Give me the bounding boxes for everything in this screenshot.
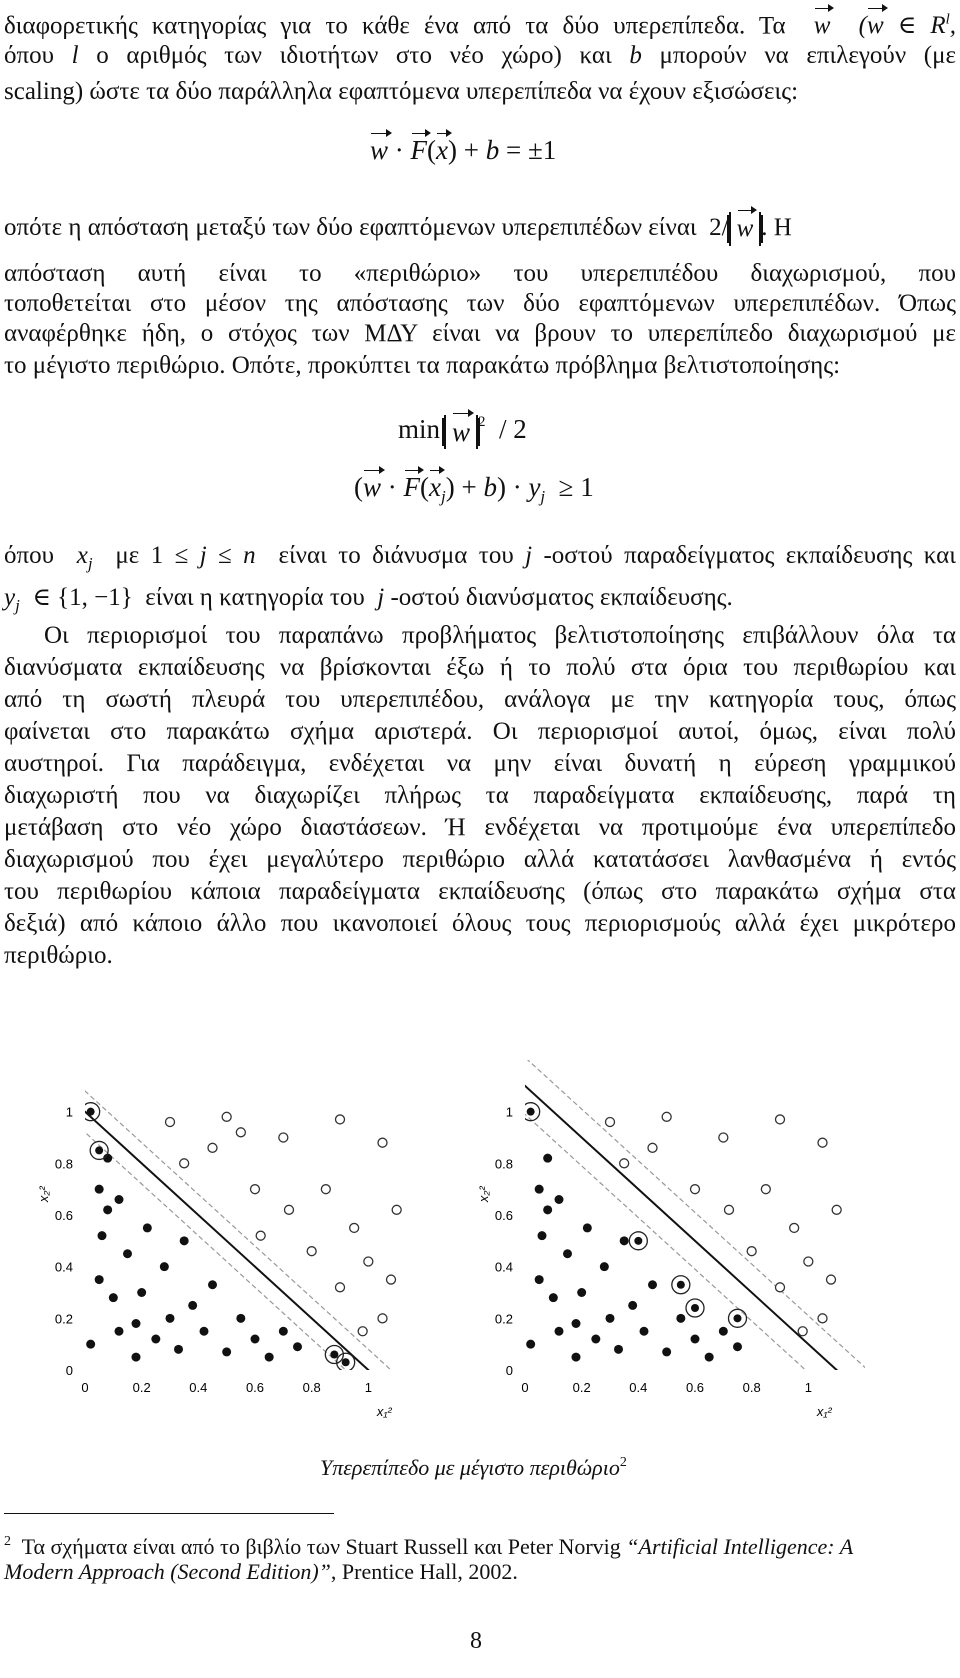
text-line: $y_j$ ∈ {1, −1} είναι η κατηγορία του j -οστού διανύσματος εκπαίδευσης. bbox=[4, 584, 733, 615]
text-line: διανύσματα εκπαίδευσης να βρίσκονται έξω ή το πολύ στα όρια του περιθωρίου και bbox=[4, 654, 956, 681]
negative-point bbox=[549, 1293, 558, 1302]
support-vector-point bbox=[527, 1108, 535, 1116]
y-tick-label: 0.6 bbox=[54, 1208, 73, 1223]
support-vector-point bbox=[677, 1281, 685, 1289]
text-line: το μέγιστο περιθώριο. Οπότε, προκύπτει τα παρακάτω πρόβλημα βελτιστοποίησης: bbox=[4, 352, 841, 379]
text-line: οπότε η απόσταση μεταξύ των δύο εφαπτόμενων υπερεπιπέδων είναι 2/ w . Η bbox=[4, 212, 956, 246]
positive-point bbox=[279, 1133, 288, 1142]
positive-point bbox=[364, 1257, 373, 1266]
negative-point bbox=[98, 1231, 107, 1240]
svm-scatter-right bbox=[470, 1050, 880, 1430]
text-line: διαχωρισμού που έχει μεγαλύτερο περιθώριο αλλά κατατάσσει λανθασμένα ή εντός bbox=[4, 846, 956, 873]
x-tick-label: 0.4 bbox=[189, 1380, 208, 1395]
positive-point bbox=[827, 1275, 836, 1284]
plot-area bbox=[54, 1065, 420, 1396]
text-line: τοποθετείται στο μέσον της απόστασης των δύο εφαπτόμενων υπερεπιπέδων. Όπως bbox=[4, 290, 956, 317]
negative-point bbox=[222, 1347, 231, 1356]
negative-point bbox=[572, 1353, 581, 1362]
equation-constraint: $(w \cdot F(x_j) + b) \cdot y_j \ge 1$ bbox=[354, 472, 594, 506]
x-tick-label: 0.6 bbox=[685, 1380, 705, 1395]
negative-point bbox=[103, 1205, 112, 1214]
negative-point bbox=[583, 1223, 592, 1232]
support-vector-point bbox=[330, 1351, 338, 1359]
x-tick-label: 0.8 bbox=[302, 1380, 321, 1395]
negative-point bbox=[236, 1314, 245, 1323]
plot-area bbox=[494, 1050, 880, 1396]
text-line: όπου $x_j$ με 1 ≤ j ≤ n είναι το διάνυσμα του j -οστού παραδείγματος εκπαίδευσης και bbox=[4, 542, 956, 573]
x-tick-label: 1 bbox=[364, 1380, 372, 1395]
negative-point bbox=[591, 1335, 600, 1344]
positive-point bbox=[725, 1205, 734, 1214]
equation-minimize: min w $^2$ / 2 bbox=[398, 414, 527, 447]
negative-point bbox=[143, 1223, 152, 1232]
positive-point bbox=[166, 1118, 175, 1127]
positive-point bbox=[208, 1143, 217, 1152]
negative-point bbox=[600, 1262, 609, 1271]
negative-point bbox=[293, 1342, 302, 1351]
negative-point bbox=[640, 1327, 649, 1336]
positive-point bbox=[256, 1231, 265, 1240]
y-tick-label: 0.4 bbox=[494, 1259, 513, 1275]
negative-point bbox=[137, 1288, 146, 1297]
y-tick-label: 0 bbox=[65, 1363, 73, 1378]
negative-point bbox=[577, 1288, 586, 1297]
equation-tangent-hyperplanes: w · F(x) + b = ±1 bbox=[370, 135, 557, 165]
negative-point bbox=[151, 1335, 160, 1344]
negative-point bbox=[614, 1345, 623, 1354]
text-line: μετάβαση στο νέο χώρο διαστάσεων. Ή ενδέχεται να προτιμούμε ένα υπερεπίπεδο bbox=[4, 814, 956, 841]
text-line: του περιθωρίου κάποια παραδείγματα εκπαίδευσης (όπως στο παρακάτω σχήμα στα bbox=[4, 878, 956, 905]
y-tick-label: 0.8 bbox=[54, 1156, 73, 1172]
positive-point bbox=[818, 1138, 827, 1147]
positive-point bbox=[747, 1247, 756, 1256]
x-tick-label: 0.2 bbox=[572, 1380, 591, 1395]
positive-point bbox=[606, 1118, 615, 1127]
negative-point bbox=[109, 1293, 118, 1302]
negative-point bbox=[543, 1154, 552, 1163]
text-line: δεξιά) από κάποιο άλλο που ικανοποιεί όλους τους περιορισμούς αλλά έχει μικρότερο bbox=[4, 910, 956, 937]
negative-point bbox=[543, 1205, 552, 1214]
negative-point bbox=[606, 1314, 615, 1323]
negative-point bbox=[555, 1195, 564, 1204]
positive-point bbox=[378, 1314, 387, 1323]
support-vector-point bbox=[691, 1304, 699, 1312]
negative-point bbox=[166, 1314, 175, 1323]
negative-point bbox=[628, 1301, 637, 1310]
y-tick-label: 0.4 bbox=[54, 1259, 73, 1275]
positive-point bbox=[336, 1115, 345, 1124]
negative-point bbox=[648, 1280, 657, 1289]
footnote-rule bbox=[4, 1513, 334, 1514]
text-line: διαφορετικής κατηγορίας για το κάθε ένα από τα δύο υπερεπίπεδα. Τα w (w ∈ $R^l$, bbox=[4, 4, 956, 42]
negative-point bbox=[174, 1345, 183, 1354]
x-tick-label: 0 bbox=[521, 1380, 529, 1395]
text-line: Οι περιορισμοί του παραπάνω προβλήματος βελτιστοποίησης επιβάλλουν όλα τα bbox=[44, 622, 956, 649]
negative-point bbox=[188, 1301, 197, 1310]
positive-point bbox=[180, 1159, 189, 1168]
y-axis-label: x₂² bbox=[476, 1186, 491, 1203]
positive-point bbox=[336, 1283, 345, 1292]
y-tick-label: 0.2 bbox=[54, 1311, 73, 1327]
positive-point bbox=[818, 1314, 827, 1323]
positive-point bbox=[251, 1185, 260, 1194]
positive-point bbox=[350, 1223, 359, 1232]
text-line: αναφέρθηκε ήδη, ο στόχος των ΜΔΥ είναι να βρουν το υπερεπίπεδο διαχωρισμού με bbox=[4, 320, 956, 347]
positive-point bbox=[790, 1223, 799, 1232]
page-number: 8 bbox=[470, 1628, 482, 1654]
text-line: από τη σωστή πλευρά του υπερεπιπέδου, ανάλογα με την κατηγορία τους, όπως bbox=[4, 686, 956, 713]
margin-line bbox=[54, 1065, 420, 1396]
negative-point bbox=[719, 1327, 728, 1336]
positive-point bbox=[804, 1257, 813, 1266]
negative-point bbox=[526, 1340, 535, 1349]
x-tick-label: 0.6 bbox=[245, 1380, 265, 1395]
negative-point bbox=[208, 1280, 217, 1289]
negative-point bbox=[180, 1236, 189, 1245]
negative-point bbox=[279, 1327, 288, 1336]
negative-point bbox=[535, 1275, 544, 1284]
text-line: φαίνεται στο παρακάτω σχήμα αριστερά. Οι περιορισμοί αυτοί, όμως, είναι πολύ bbox=[4, 718, 956, 745]
negative-point bbox=[733, 1342, 742, 1351]
y-tick-label: 0.2 bbox=[494, 1311, 513, 1327]
positive-point bbox=[236, 1128, 245, 1137]
negative-point bbox=[705, 1353, 714, 1362]
negative-point bbox=[132, 1353, 141, 1362]
positive-point bbox=[776, 1283, 785, 1292]
support-vector-point bbox=[87, 1108, 95, 1116]
x-tick-label: 1 bbox=[804, 1380, 812, 1395]
positive-point bbox=[358, 1327, 367, 1336]
text-line: scaling) ώστε τα δύο παράλληλα εφαπτόμενα υπερεπίπεδα να έχουν εξισώσεις: bbox=[4, 78, 799, 105]
positive-point bbox=[378, 1138, 387, 1147]
negative-point bbox=[132, 1319, 141, 1328]
x-tick-label: 0.4 bbox=[629, 1380, 648, 1395]
decision-boundary bbox=[494, 1060, 865, 1396]
y-tick-label: 0.6 bbox=[494, 1208, 513, 1223]
negative-point bbox=[123, 1249, 132, 1258]
text-line: όπου l ο αριθμός των ιδιοτήτων στο νέο χώρο) και b μπορούν να επιλεγούν (με bbox=[4, 42, 956, 69]
negative-point bbox=[160, 1262, 169, 1271]
y-tick-label: 1 bbox=[505, 1104, 513, 1120]
positive-point bbox=[832, 1205, 841, 1214]
text-line: αυστηροί. Για παράδειγμα, ενδέχεται να μην είναι δυνατή η εύρεση γραμμικού bbox=[4, 750, 956, 777]
y-tick-label: 0.8 bbox=[494, 1156, 513, 1172]
x-tick-label: 0.2 bbox=[132, 1380, 151, 1395]
positive-point bbox=[798, 1327, 807, 1336]
x-tick-label: 0 bbox=[81, 1380, 89, 1395]
support-vector-point bbox=[95, 1146, 103, 1154]
negative-point bbox=[691, 1335, 700, 1344]
positive-point bbox=[387, 1275, 396, 1284]
positive-point bbox=[761, 1185, 770, 1194]
footnote-line: $^2$ Τα σχήματα είναι από το βιβλίο των Stuart Russell και Peter Norvig “Artificial Intelligence: A bbox=[4, 1534, 854, 1559]
positive-point bbox=[776, 1115, 785, 1124]
negative-point bbox=[538, 1231, 547, 1240]
support-vector-point bbox=[342, 1358, 350, 1366]
positive-point bbox=[648, 1143, 657, 1152]
positive-point bbox=[392, 1205, 401, 1214]
negative-point bbox=[563, 1249, 572, 1258]
support-vector-point bbox=[734, 1314, 742, 1322]
x-tick-label: 0.8 bbox=[742, 1380, 761, 1395]
positive-point bbox=[662, 1112, 671, 1121]
positive-point bbox=[222, 1112, 231, 1121]
negative-point bbox=[86, 1340, 95, 1349]
negative-point bbox=[265, 1353, 274, 1362]
negative-point bbox=[95, 1185, 104, 1194]
y-tick-label: 1 bbox=[65, 1104, 73, 1120]
text-line: περιθώριο. bbox=[4, 942, 113, 969]
negative-point bbox=[535, 1185, 544, 1194]
negative-point bbox=[676, 1314, 685, 1323]
x-axis-label: x₁² bbox=[816, 1404, 832, 1419]
positive-point bbox=[620, 1159, 629, 1168]
positive-point bbox=[691, 1185, 700, 1194]
support-vector-point bbox=[634, 1237, 642, 1245]
positive-point bbox=[307, 1247, 316, 1256]
negative-point bbox=[620, 1236, 629, 1245]
x-axis-label: x₁² bbox=[376, 1404, 392, 1419]
negative-point bbox=[251, 1335, 260, 1344]
positive-point bbox=[285, 1205, 294, 1214]
negative-point bbox=[662, 1347, 671, 1356]
positive-point bbox=[719, 1133, 728, 1142]
figure-caption: Υπερεπίπεδο με μέγιστο περιθώριο$^2$ bbox=[320, 1455, 627, 1480]
y-tick-label: 0 bbox=[505, 1363, 513, 1378]
text-line: απόσταση αυτή είναι το «περιθώριο» του υπερεπιπέδου διαχωρισμού, που bbox=[4, 260, 956, 287]
negative-point bbox=[200, 1327, 209, 1336]
footnote-line: Modern Approach (Second Edition)”, Prentice Hall, 2002. bbox=[4, 1559, 518, 1584]
negative-point bbox=[95, 1275, 104, 1284]
negative-point bbox=[572, 1319, 581, 1328]
margin-line bbox=[494, 1050, 880, 1396]
y-axis-label: x₂² bbox=[36, 1186, 51, 1203]
negative-point bbox=[115, 1327, 124, 1336]
text-line: διαχωριστή που να διαχωρίζει πλήρως τα παραδείγματα εκπαίδευσης, παρά τη bbox=[4, 782, 956, 809]
negative-point bbox=[115, 1195, 124, 1204]
svm-scatter-left bbox=[30, 1050, 430, 1430]
positive-point bbox=[321, 1185, 330, 1194]
negative-point bbox=[555, 1327, 564, 1336]
